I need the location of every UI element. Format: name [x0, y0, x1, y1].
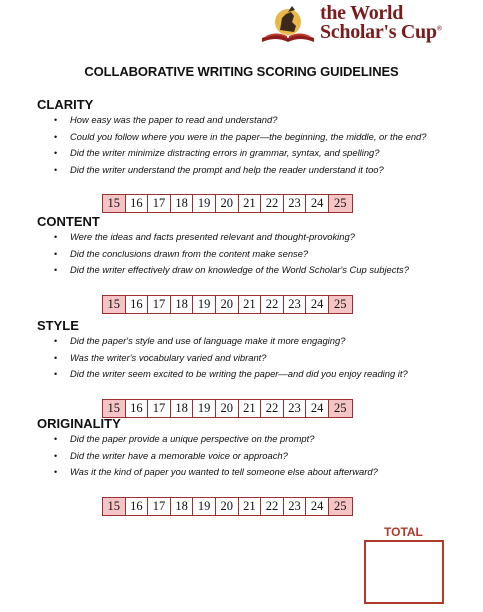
score-option[interactable]: 21 — [239, 400, 262, 417]
score-scale — [102, 295, 353, 314]
score-option[interactable]: 17 — [148, 400, 171, 417]
score-option[interactable]: 22 — [261, 296, 284, 313]
section-heading: ORIGINALITY — [37, 416, 121, 431]
question-item: • Could you follow where you were in the paper—the beginning, the middle, or the end? — [52, 129, 426, 146]
score-option[interactable]: 23 — [284, 498, 307, 515]
score-option[interactable]: 15 — [103, 195, 126, 212]
score-option[interactable]: 19 — [193, 400, 216, 417]
score-option[interactable]: 20 — [216, 498, 239, 515]
cup-book-emblem-icon — [258, 2, 318, 46]
score-option[interactable]: 20 — [216, 296, 239, 313]
total-label: TOTAL — [384, 525, 423, 539]
score-option[interactable]: 25 — [329, 498, 352, 515]
logo-line-2: Scholar's Cup® — [320, 21, 442, 43]
score-option[interactable]: 25 — [329, 195, 352, 212]
score-option[interactable]: 21 — [239, 498, 262, 515]
score-option[interactable]: 22 — [261, 498, 284, 515]
score-option[interactable]: 15 — [103, 400, 126, 417]
section-heading: CONTENT — [37, 214, 100, 229]
total-score-box[interactable] — [364, 540, 444, 604]
question-list — [52, 229, 409, 279]
score-option[interactable]: 16 — [126, 400, 149, 417]
score-option[interactable]: 19 — [193, 296, 216, 313]
score-scale — [102, 399, 353, 418]
score-option[interactable]: 23 — [284, 296, 307, 313]
question-item: • Did the conclusions drawn from the content make sense? — [52, 246, 409, 263]
score-option[interactable]: 18 — [171, 498, 194, 515]
score-option[interactable]: 17 — [148, 296, 171, 313]
question-list — [52, 431, 378, 481]
section-heading: STYLE — [37, 318, 79, 333]
score-option[interactable]: 19 — [193, 498, 216, 515]
score-option[interactable]: 20 — [216, 195, 239, 212]
score-option[interactable]: 25 — [329, 400, 352, 417]
score-option[interactable]: 18 — [171, 296, 194, 313]
question-item: • Did the writer seem excited to be writing the paper—and did you enjoy reading it? — [52, 366, 408, 383]
score-option[interactable]: 23 — [284, 400, 307, 417]
score-option[interactable]: 22 — [261, 400, 284, 417]
score-option[interactable]: 24 — [306, 296, 329, 313]
score-option[interactable]: 18 — [171, 195, 194, 212]
score-option[interactable]: 15 — [103, 498, 126, 515]
score-option[interactable]: 17 — [148, 195, 171, 212]
score-option[interactable]: 21 — [239, 296, 262, 313]
score-option[interactable]: 18 — [171, 400, 194, 417]
document-title: COLLABORATIVE WRITING SCORING GUIDELINES — [84, 64, 399, 79]
score-option[interactable]: 21 — [239, 195, 262, 212]
question-item: • Was it the kind of paper you wanted to tell someone else about afterward? — [52, 464, 378, 481]
score-option[interactable]: 16 — [126, 498, 149, 515]
score-option[interactable]: 15 — [103, 296, 126, 313]
question-item: • Did the paper provide a unique perspective on the prompt? — [52, 431, 378, 448]
section-heading: CLARITY — [37, 97, 94, 112]
score-scale — [102, 497, 353, 516]
question-item: • Did the writer understand the prompt and help the reader understand it too? — [52, 162, 426, 179]
score-option[interactable]: 23 — [284, 195, 307, 212]
score-option[interactable]: 24 — [306, 195, 329, 212]
score-option[interactable]: 24 — [306, 400, 329, 417]
score-scale — [102, 194, 353, 213]
question-item: • Was the writer's vocabulary varied and vibrant? — [52, 350, 408, 367]
question-item: • How easy was the paper to read and understand? — [52, 112, 426, 129]
score-option[interactable]: 16 — [126, 296, 149, 313]
question-item: • Did the writer effectively draw on knowledge of the World Scholar's Cup subjects? — [52, 262, 409, 279]
question-item: • Did the writer minimize distracting errors in grammar, syntax, and spelling? — [52, 145, 426, 162]
question-list — [52, 333, 408, 383]
question-item: • Were the ideas and facts presented relevant and thought-provoking? — [52, 229, 409, 246]
score-option[interactable]: 19 — [193, 195, 216, 212]
world-scholars-cup-logo — [258, 2, 448, 46]
question-list — [52, 112, 426, 178]
score-option[interactable]: 25 — [329, 296, 352, 313]
logo-line-1: the World — [320, 2, 404, 24]
question-item: • Did the writer have a memorable voice or approach? — [52, 448, 378, 465]
score-option[interactable]: 17 — [148, 498, 171, 515]
score-option[interactable]: 20 — [216, 400, 239, 417]
score-option[interactable]: 22 — [261, 195, 284, 212]
question-item: • Did the paper's style and use of language make it more engaging? — [52, 333, 408, 350]
score-option[interactable]: 16 — [126, 195, 149, 212]
score-option[interactable]: 24 — [306, 498, 329, 515]
